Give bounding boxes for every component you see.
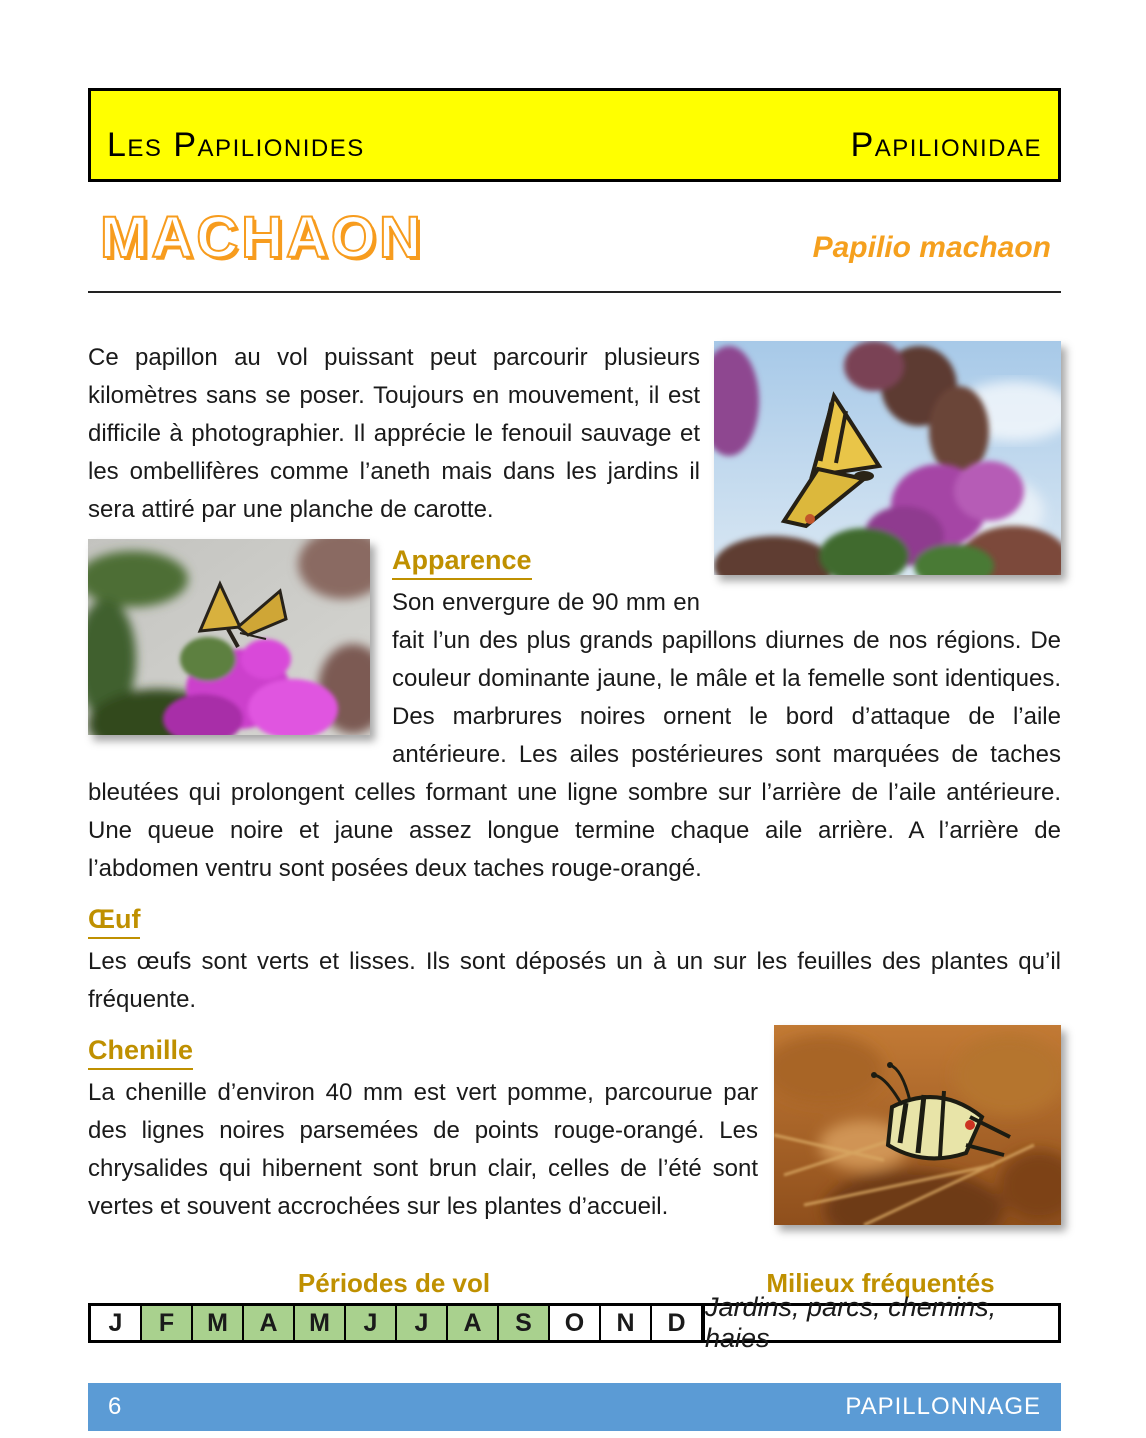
page-number: 6 [108,1393,123,1420]
family-banner [88,88,1061,182]
publication-name: PAPILLONNAGE [845,1393,1041,1420]
butterfly-flight-photo [88,539,370,735]
species-title: MACHAON [100,205,424,270]
title-divider [88,291,1061,293]
month-cell-O: O [550,1306,601,1340]
month-cell-J: J [397,1306,448,1340]
chenille-paragraph: La chenille d’environ 40 mm est vert pomme, parcourue par des lignes noires parsemées de points rouge-orangé. Les chrysalides qui hibernent sont brun clair, celles de l’été sont vertes et souvent accrochées sur les plantes d’accueil. [88,1079,758,1220]
month-cell-N: N [601,1306,652,1340]
apparence-paragraph: Son envergure de 90 mm en fait l’un des plus grands papillons diurnes de nos régions. De couleur dominante jaune, le mâle et la femelle sont identiques. Des marbrures noires ornent le bord d’attaque de l’aile antérieure. Les ailes postérieures sont marquées de taches bleutées qui prolongent celles formant une ligne sombre sur l’arrière de l’aile antérieure. Une queue noire et jaune assez longue termine chaque aile arrière. A l’arrière de l’abdomen ventru sont posées deux taches rouge-orangé. [88,589,1061,882]
species-latin-name: Papilio machaon [812,231,1051,264]
month-cell-J: J [346,1306,397,1340]
butterfly-buddleia-sky-photo [714,341,1061,575]
month-cell-M: M [193,1306,244,1340]
apparence-heading: Apparence [88,543,1061,580]
flight-table-section [88,1268,1061,1353]
month-cell-A: A [448,1306,499,1340]
habitat-header: Milieux fréquentés [766,1268,995,1298]
page-footer [88,1383,1061,1431]
month-cell-S: S [499,1306,550,1340]
habitat-cell: Jardins, parcs, chemins, haies [703,1306,1058,1340]
chenille-heading: Chenille [88,1033,1061,1070]
month-cell-A: A [244,1306,295,1340]
main-content [88,339,1061,1226]
intro-paragraph: Ce papillon au vol puissant peut parcourir plusieurs kilomètres sans se poser. Toujours en mouvement, il est difficile à photographier. Il apprécie le fenouil sauvage et les ombellifères comme l’aneth mais dans les jardins il sera attiré par une planche de carotte. [88,344,700,523]
family-name-latin: Papilionidae [850,125,1042,164]
month-cell-J: J [91,1306,142,1340]
oeuf-paragraph: Les œufs sont verts et lisses. Ils sont déposés un à un sur les feuilles des plantes qu’il fréquente. [88,948,1061,1013]
months-row [88,1292,1061,1353]
oeuf-heading: Œuf [88,902,1061,939]
month-cell-F: F [142,1306,193,1340]
family-name-fr: Les Papilionides [107,125,365,164]
month-cell-M: M [295,1306,346,1340]
title-row [88,204,1061,271]
butterfly-straw-photo [774,1025,1061,1225]
flight-periods-header: Périodes de vol [297,1268,491,1298]
month-cell-D: D [652,1306,703,1340]
